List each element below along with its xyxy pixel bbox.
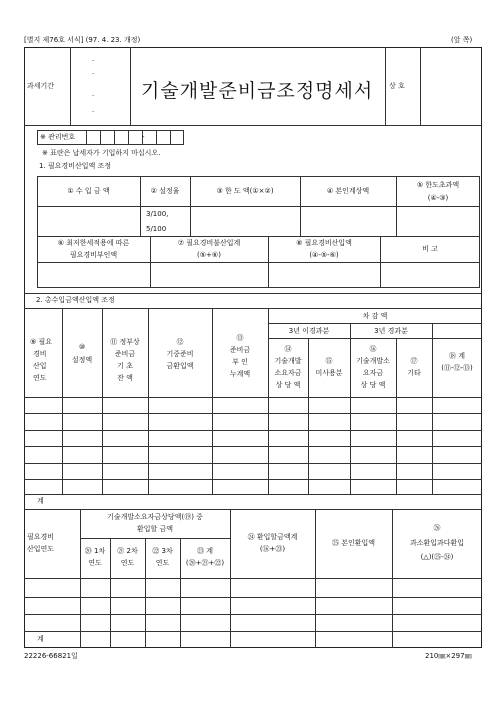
h-early: 잔 액 bbox=[117, 374, 133, 382]
col-self-amount: ④ 본인계상액 bbox=[326, 187, 370, 195]
h-accum: 준비금 bbox=[229, 346, 251, 354]
s3-over-label: 과소환입과다환입 bbox=[409, 539, 465, 547]
h-c15: 미사용분 bbox=[315, 369, 343, 377]
h-c14: ⑭ bbox=[284, 345, 292, 353]
h-c15: ⑮ bbox=[325, 357, 333, 365]
management-dash: - bbox=[142, 133, 145, 141]
management-number-label: ※ 관리번호 bbox=[40, 133, 76, 141]
s3-ysum: ㉓ 계 bbox=[197, 547, 213, 555]
col-min-tax: ⑥ 최저한세적용에 따른 bbox=[57, 239, 130, 247]
h-c16: ⑯ bbox=[369, 345, 377, 353]
h-early: 기 초 bbox=[117, 362, 133, 370]
col-limit: ③ 한 도 액(①×②) bbox=[216, 187, 274, 195]
s3-y3: ㉒ 3차 bbox=[152, 547, 173, 555]
h-c16: 기술개발소 bbox=[356, 357, 390, 365]
s3-y1: ⑳ 1차 bbox=[84, 547, 106, 555]
s3-total-label: 계 bbox=[37, 635, 44, 643]
h-c16: 요자금 bbox=[362, 369, 384, 377]
col-revenue: ① 수 입 금 액 bbox=[67, 187, 110, 195]
h-c16: 상 당 액 bbox=[360, 381, 386, 389]
s3-over-formula: (△)(㉕-㉔) bbox=[420, 553, 454, 561]
col-rate: ② 설정율 bbox=[150, 187, 180, 195]
company-label: 상 호 bbox=[389, 82, 405, 90]
s3-ysum: (⑳+㉑+㉒) bbox=[185, 559, 225, 567]
col-excess: ⑤ 한도초과액 bbox=[416, 181, 460, 189]
section2-heading: 2. 총수입금액산입액 조정 bbox=[36, 296, 115, 304]
h-accum: 누계액 bbox=[229, 370, 251, 378]
s3-y3: 연도 bbox=[155, 559, 170, 567]
h-c14: 기술개발 bbox=[274, 357, 302, 365]
col-deduct-formula: (④-⑤-⑥) bbox=[309, 251, 339, 259]
s2-total-label: 계 bbox=[37, 497, 44, 505]
h-c18: (⑪-⑫-⑬) bbox=[441, 364, 473, 372]
h-c18: ⑱ 계 bbox=[449, 352, 465, 360]
col-remarks: 비 고 bbox=[422, 245, 438, 253]
tax-period-label: 과세기간 bbox=[27, 82, 55, 90]
h-total: 금환입액 bbox=[166, 362, 194, 370]
h-c14: 상 당 액 bbox=[275, 381, 301, 389]
h-gt3: 3년 경과분 bbox=[374, 327, 408, 335]
s3-y2: 연도 bbox=[120, 559, 135, 567]
s3-total-formula: (⑯+㉓) bbox=[259, 545, 286, 553]
col-nondeduct-formula: (⑤+⑥) bbox=[197, 251, 221, 259]
h-c14: 소요자금 bbox=[274, 369, 302, 377]
form-code: 22226-66821일 bbox=[24, 652, 78, 660]
h-year: 연도 bbox=[33, 374, 47, 382]
h-c17: 기타 bbox=[407, 369, 421, 377]
page-side: (앞 쪽) bbox=[451, 36, 473, 44]
h-set: 설정액 bbox=[71, 356, 93, 364]
h-lt3: 3년 이경과분 bbox=[288, 327, 330, 335]
s3-total: ㉔ 환입할금액계 bbox=[247, 533, 298, 541]
s3-reversal-sub: 환입할 금액 bbox=[136, 525, 174, 533]
h-total: ⑫ bbox=[176, 338, 184, 346]
period-dot: · bbox=[92, 57, 95, 65]
s3-year-label: 필요경비 bbox=[27, 533, 55, 541]
h-total: 기중준비 bbox=[166, 350, 194, 358]
period-dot: · bbox=[92, 70, 95, 78]
s3-year-label: 산입연도 bbox=[27, 545, 55, 553]
h-c17: ⑰ bbox=[410, 357, 418, 365]
h-accum: ⑬ bbox=[236, 334, 244, 342]
rate-value: 5/100 bbox=[146, 225, 167, 233]
s3-y1: 연도 bbox=[88, 559, 102, 567]
section1-heading: 1. 필요경비산입액 조정 bbox=[39, 162, 111, 170]
s3-self: ㉕ 본인환입액 bbox=[331, 539, 376, 547]
form-number: [별지 제76호 서식] (97. 4. 23. 개정) bbox=[24, 36, 141, 44]
s3-over: ㉖ bbox=[433, 524, 441, 532]
s3-y2: ㉑ 2차 bbox=[117, 547, 138, 555]
h-early: ⑪ 정부상 bbox=[110, 338, 140, 346]
h-early: 준비금 bbox=[114, 350, 136, 358]
h-accum: 부 인 bbox=[232, 358, 248, 366]
rate-value: 3/100, bbox=[146, 210, 169, 218]
h-deduct: 차 감 액 bbox=[362, 312, 388, 320]
period-dot: · bbox=[92, 108, 95, 116]
h-year: ⑨ 필요 bbox=[30, 338, 53, 346]
s3-reversal: 기술개발소요자금상당액(⑲) 중 bbox=[107, 513, 203, 521]
h-year: 경비 bbox=[33, 350, 47, 358]
management-note: ※ 표란은 납세자가 기입하지 마십시오. bbox=[42, 149, 161, 157]
period-dot: · bbox=[92, 92, 95, 100]
col-min-tax-sub: 필요경비부인액 bbox=[69, 251, 118, 259]
h-year: 산입 bbox=[33, 362, 47, 370]
col-nondeduct: ⑦ 필요경비불산입계 bbox=[177, 239, 241, 247]
h-set: ⑩ bbox=[78, 343, 86, 351]
col-deduct: ⑧ 필요경비산입액 bbox=[296, 239, 352, 247]
page-title: 기술개발준비금조정명세서 bbox=[141, 80, 374, 102]
paper-size: 210㎜×297㎜ bbox=[425, 652, 472, 660]
col-excess-formula: (④-③) bbox=[427, 194, 449, 202]
